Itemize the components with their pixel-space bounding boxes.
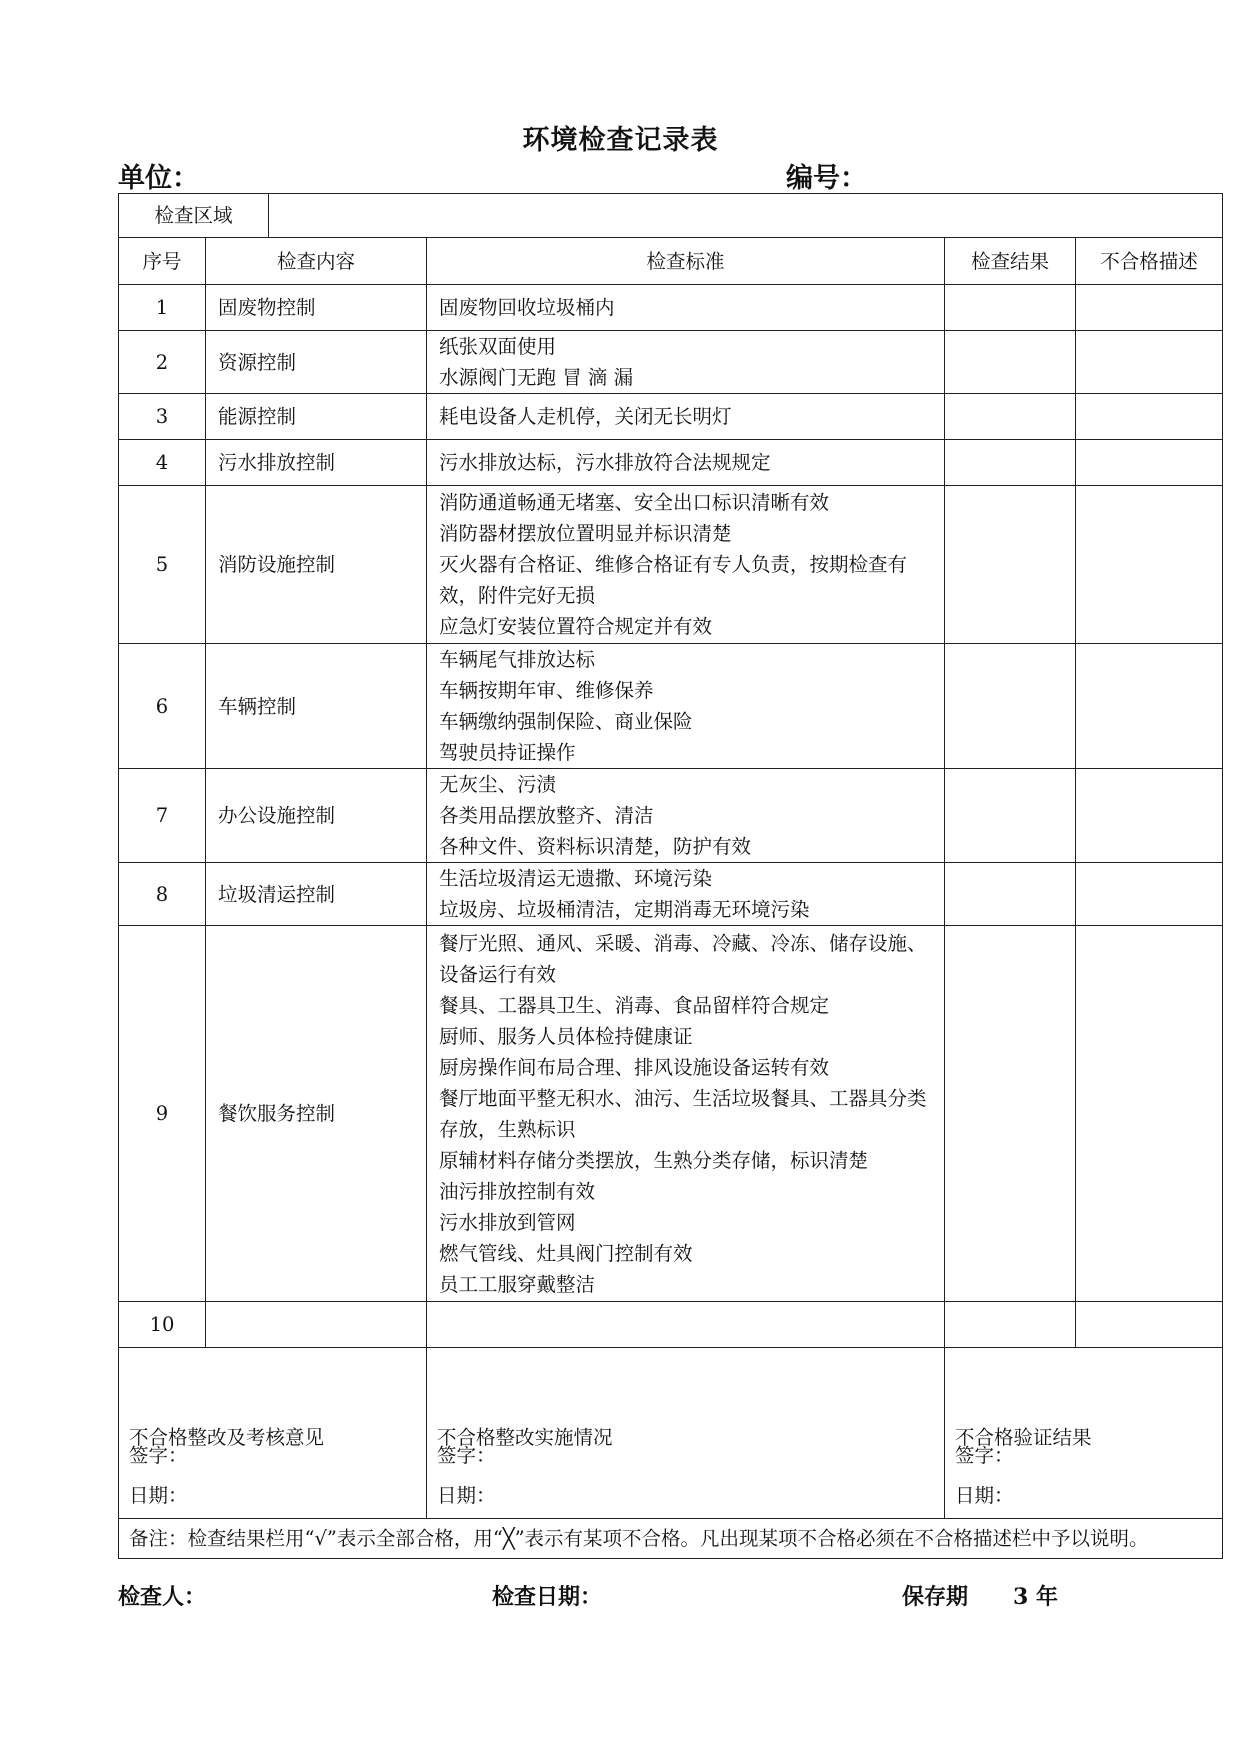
row-number: 2 bbox=[119, 331, 206, 394]
table-row bbox=[119, 486, 1223, 644]
row-item: 车辆控制 bbox=[206, 644, 427, 769]
row-standards bbox=[427, 285, 945, 331]
standard-line: 灭火器有合格证、维修合格证有专人负责，按期检查有效，附件完好无损 bbox=[439, 553, 908, 607]
row-standards bbox=[427, 486, 945, 644]
nonconformity-cell[interactable] bbox=[1076, 440, 1223, 486]
row-standards bbox=[427, 1302, 945, 1348]
standard-line: 车辆尾气排放达标 bbox=[439, 648, 596, 671]
signoff-sign-label: 签字： bbox=[955, 1444, 1014, 1467]
unit-label: 单位： bbox=[118, 163, 199, 194]
row-number: 10 bbox=[119, 1302, 206, 1348]
row-item: 固废物控制 bbox=[206, 285, 427, 331]
result-cell[interactable] bbox=[945, 863, 1076, 926]
signoff-sign-label: 签字： bbox=[437, 1444, 496, 1467]
nonconformity-cell[interactable] bbox=[1076, 331, 1223, 394]
standard-line: 纸张双面使用 bbox=[439, 335, 557, 358]
signoff-title: 不合格验证结果 bbox=[955, 1425, 1092, 1449]
table-row bbox=[119, 1302, 1223, 1348]
result-cell[interactable] bbox=[945, 440, 1076, 486]
row-number: 5 bbox=[119, 486, 206, 644]
row-number: 4 bbox=[119, 440, 206, 486]
row-number: 7 bbox=[119, 769, 206, 863]
standard-line: 车辆按期年审、维修保养 bbox=[439, 679, 654, 702]
result-cell[interactable] bbox=[945, 1302, 1076, 1348]
standard-line: 污水排放达标，污水排放符合法规规定 bbox=[439, 451, 771, 474]
row-item: 办公设施控制 bbox=[206, 769, 427, 863]
row-item: 消防设施控制 bbox=[206, 486, 427, 644]
table-row bbox=[119, 285, 1223, 331]
table-row bbox=[119, 440, 1223, 486]
signoff-row bbox=[119, 1348, 1223, 1519]
nonconformity-cell[interactable] bbox=[1076, 769, 1223, 863]
standard-line: 餐具、工器具卫生、消毒、食品留样符合规定 bbox=[439, 993, 830, 1017]
table-row bbox=[119, 863, 1223, 926]
nonconformity-cell[interactable] bbox=[1076, 926, 1223, 1302]
standard-line: 厨房操作间布局合理、排风设施设备运转有效 bbox=[439, 1055, 830, 1079]
signoff-date-label: 日期： bbox=[437, 1484, 496, 1507]
standard-line: 各种文件、资料标识清楚，防护有效 bbox=[439, 835, 752, 858]
standard-line: 车辆缴纳强制保险、商业保险 bbox=[439, 710, 693, 733]
row-item: 资源控制 bbox=[206, 331, 427, 394]
inspection-date-label: 检查日期： bbox=[492, 1584, 603, 1610]
row-number: 8 bbox=[119, 863, 206, 926]
row-standards bbox=[427, 331, 945, 394]
standard-line: 垃圾房、垃圾桶清洁，定期消毒无环境污染 bbox=[439, 898, 810, 921]
row-number: 3 bbox=[119, 394, 206, 440]
standard-line: 生活垃圾清运无遗撒、环境污染 bbox=[439, 867, 713, 890]
standard-line: 原辅材料存储分类摆放，生熟分类存储，标识清楚 bbox=[439, 1148, 869, 1172]
standard-line: 油污排放控制有效 bbox=[439, 1179, 596, 1203]
row-item: 能源控制 bbox=[206, 394, 427, 440]
row-standards bbox=[427, 644, 945, 769]
table-row bbox=[119, 926, 1223, 1302]
row-number: 9 bbox=[119, 926, 206, 1302]
signoff-date-label: 日期： bbox=[129, 1484, 188, 1507]
standard-line: 厨师、服务人员体检持健康证 bbox=[439, 1024, 693, 1048]
result-cell[interactable] bbox=[945, 331, 1076, 394]
col-header-no: 序号 bbox=[119, 238, 206, 285]
signoff-title: 不合格整改及考核意见 bbox=[129, 1425, 325, 1449]
result-cell[interactable] bbox=[945, 644, 1076, 769]
nonconformity-cell[interactable] bbox=[1076, 1302, 1223, 1348]
row-number: 6 bbox=[119, 644, 206, 769]
number-label: 编号： bbox=[786, 163, 867, 194]
table-row bbox=[119, 394, 1223, 440]
row-standards bbox=[427, 863, 945, 926]
area-label: 检查区域 bbox=[119, 194, 269, 238]
row-number: 1 bbox=[119, 285, 206, 331]
page-title: 环境检查记录表 bbox=[522, 125, 719, 156]
standard-line: 应急灯安装位置符合规定并有效 bbox=[439, 615, 713, 638]
row-item: 污水排放控制 bbox=[206, 440, 427, 486]
standard-line: 燃气管线、灶具阀门控制有效 bbox=[439, 1241, 693, 1265]
standard-line: 驾驶员持证操作 bbox=[439, 741, 576, 764]
area-value[interactable] bbox=[269, 194, 1223, 238]
nonconformity-cell[interactable] bbox=[1076, 863, 1223, 926]
row-item: 餐饮服务控制 bbox=[206, 926, 427, 1302]
table-row bbox=[119, 769, 1223, 863]
row-standards bbox=[427, 440, 945, 486]
result-cell[interactable] bbox=[945, 285, 1076, 331]
nonconformity-cell[interactable] bbox=[1076, 644, 1223, 769]
row-standards bbox=[427, 394, 945, 440]
standard-line: 无灰尘、污渍 bbox=[439, 773, 557, 796]
nonconformity-cell[interactable] bbox=[1076, 285, 1223, 331]
table-header-row bbox=[119, 238, 1223, 285]
col-header-standard: 检查标准 bbox=[427, 238, 945, 285]
standard-line: 污水排放到管网 bbox=[439, 1210, 576, 1234]
note-text: 备注：检查结果栏用“√”表示全部合格，用“╳”表示有某项不合格。凡出现某项不合格必须在不合格描述栏中予以说明。 bbox=[119, 1519, 1223, 1559]
standard-line: 耗电设备人走机停，关闭无长明灯 bbox=[439, 405, 732, 428]
result-cell[interactable] bbox=[945, 926, 1076, 1302]
standard-line: 水源阀门无跑 冒 滴 漏 bbox=[439, 366, 634, 389]
standard-line: 固废物回收垃圾桶内 bbox=[439, 296, 615, 319]
standard-line: 消防通道畅通无堵塞、安全出口标识清晰有效 bbox=[439, 491, 830, 514]
signoff-title: 不合格整改实施情况 bbox=[437, 1425, 613, 1449]
col-header-nonconformity: 不合格描述 bbox=[1076, 238, 1223, 285]
signoff-sign-label: 签字： bbox=[129, 1444, 188, 1467]
standard-line: 餐厅地面平整无积水、油污、生活垃圾餐具、工器具分类存放，生熟标识 bbox=[439, 1086, 927, 1141]
retention-value: 3 年 bbox=[1013, 1584, 1058, 1610]
standard-line: 餐厅光照、通风、采暖、消毒、冷藏、冷冻、储存设施、设备运行有效 bbox=[439, 931, 927, 986]
row-standards bbox=[427, 769, 945, 863]
standard-line: 消防器材摆放位置明显并标识清楚 bbox=[439, 522, 732, 545]
signoff-date-label: 日期： bbox=[955, 1484, 1014, 1507]
row-standards bbox=[427, 926, 945, 1302]
col-header-item: 检查内容 bbox=[206, 238, 427, 285]
result-cell[interactable] bbox=[945, 486, 1076, 644]
col-header-result: 检查结果 bbox=[945, 238, 1076, 285]
row-item bbox=[206, 1302, 427, 1348]
standard-line: 各类用品摆放整齐、清洁 bbox=[439, 804, 654, 827]
table-row bbox=[119, 331, 1223, 394]
inspector-label: 检查人： bbox=[118, 1584, 207, 1610]
nonconformity-cell[interactable] bbox=[1076, 394, 1223, 440]
signoff-cell[interactable] bbox=[427, 1348, 945, 1519]
nonconformity-cell[interactable] bbox=[1076, 486, 1223, 644]
row-item: 垃圾清运控制 bbox=[206, 863, 427, 926]
result-cell[interactable] bbox=[945, 769, 1076, 863]
standard-line: 员工工服穿戴整洁 bbox=[439, 1272, 596, 1296]
retention-label: 保存期 bbox=[902, 1584, 969, 1610]
table-row bbox=[119, 644, 1223, 769]
signoff-cell[interactable] bbox=[945, 1348, 1223, 1519]
inspection-table bbox=[118, 193, 1223, 1559]
result-cell[interactable] bbox=[945, 394, 1076, 440]
signoff-cell[interactable] bbox=[119, 1348, 427, 1519]
